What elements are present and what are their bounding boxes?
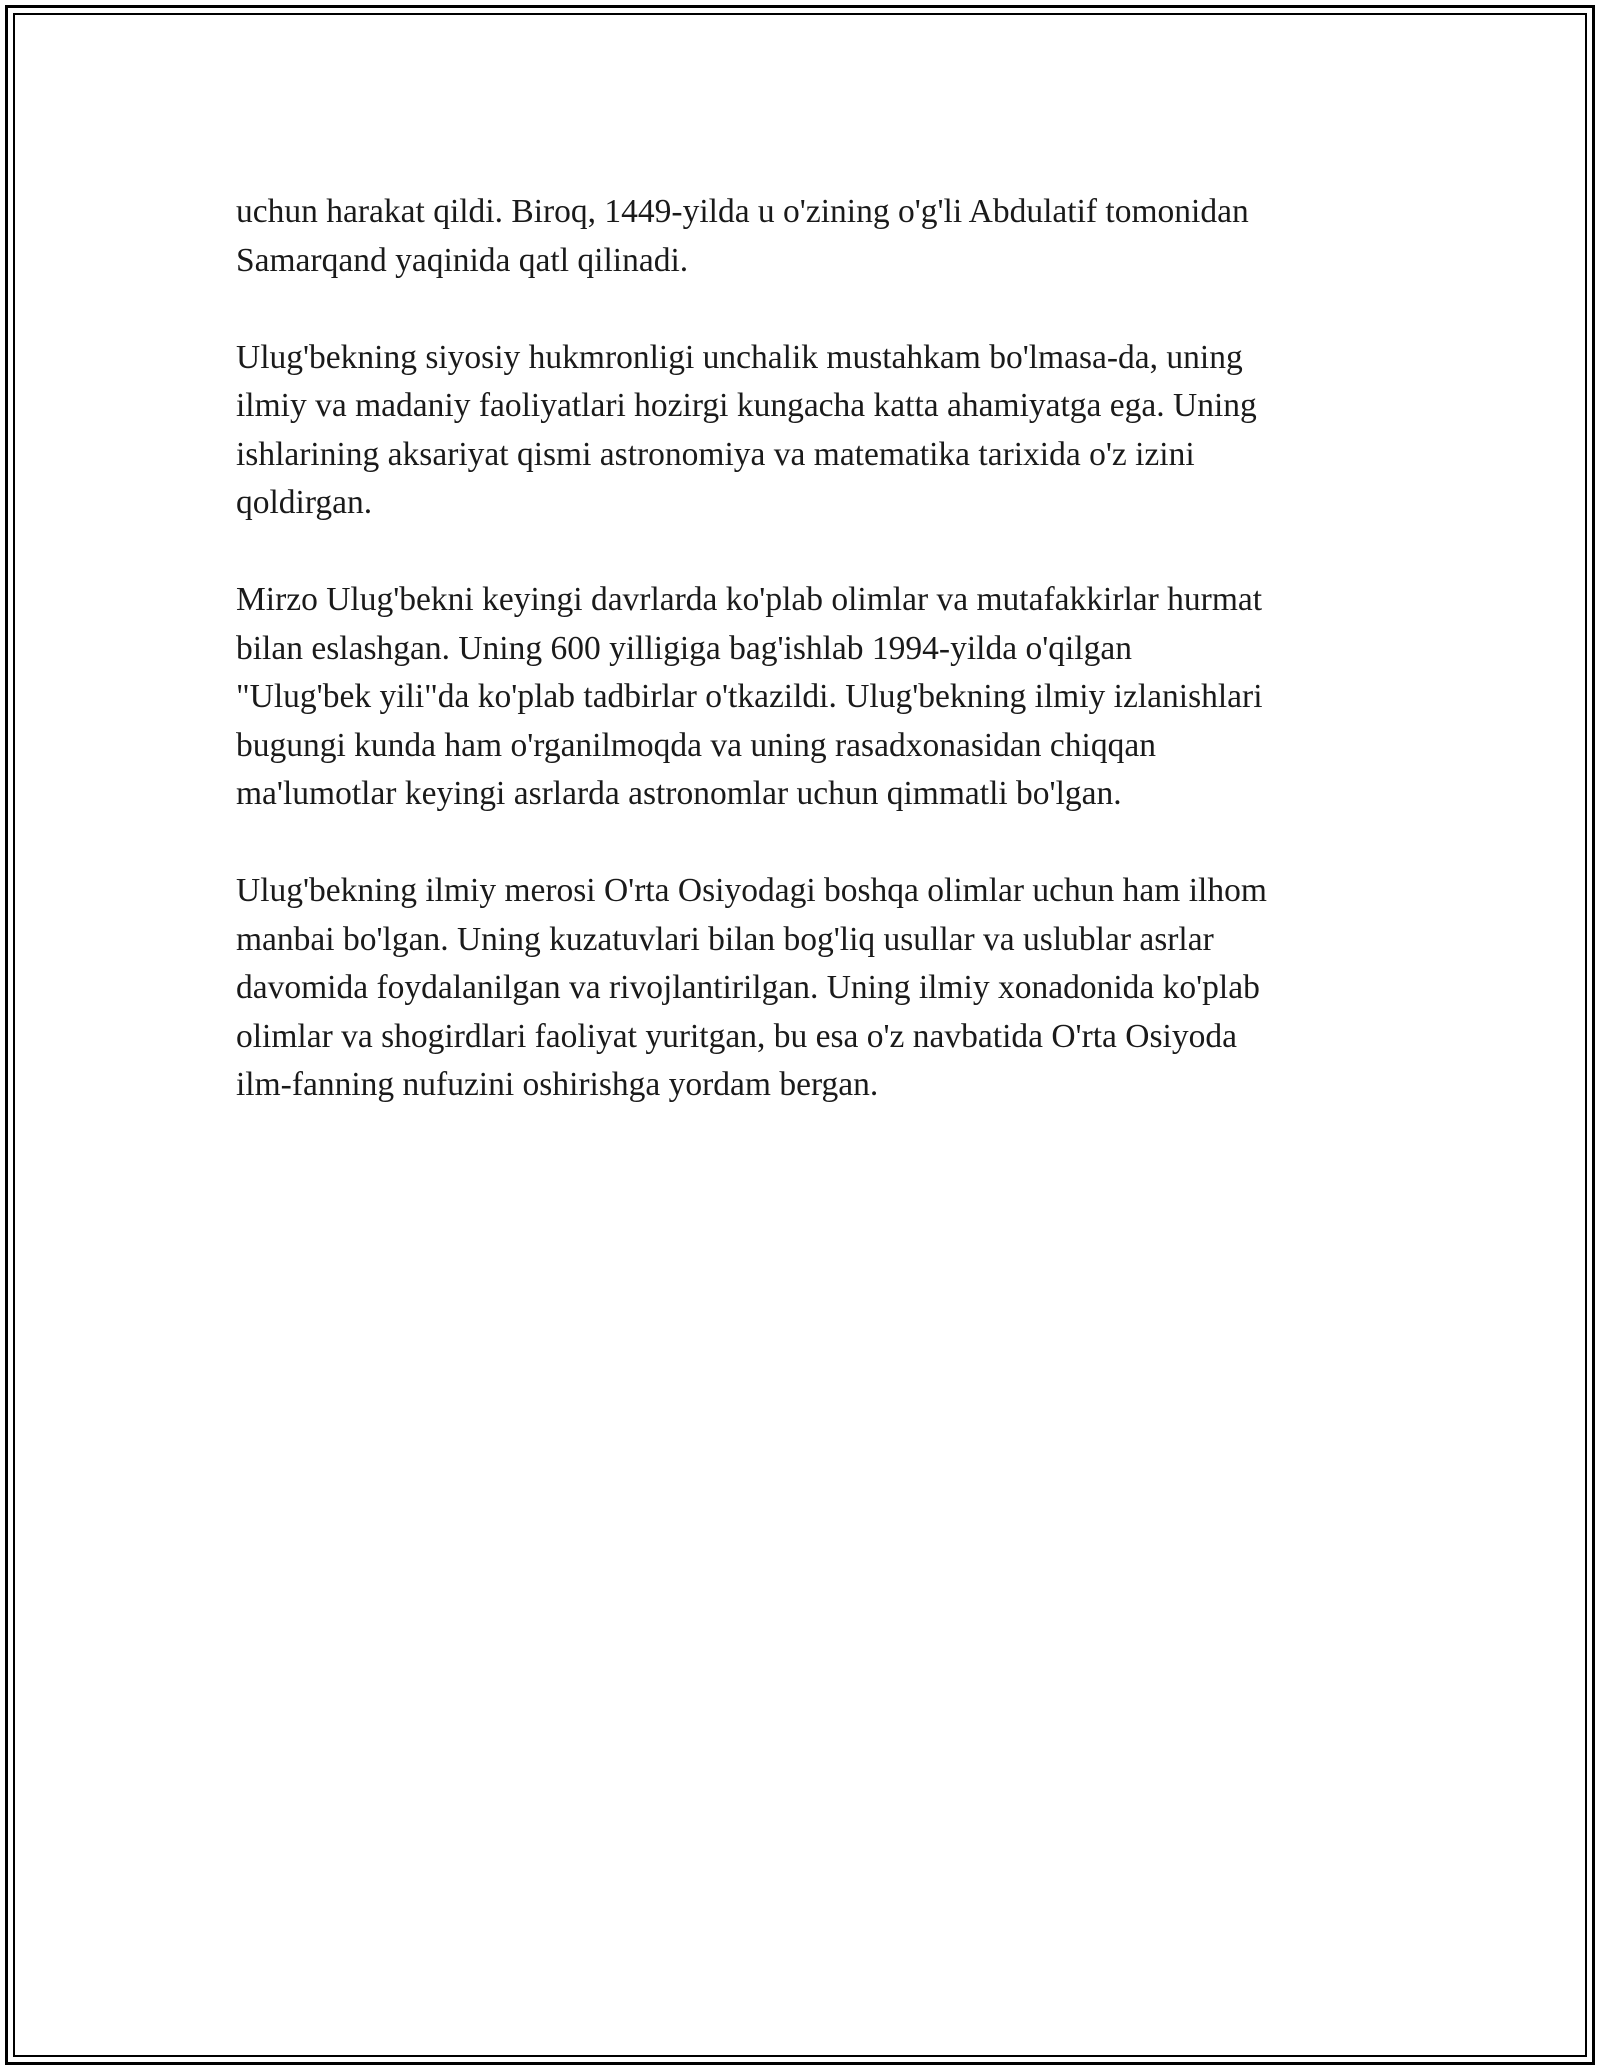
- text-line: bugungi kunda ham o'rganilmoqda va uning rasadxonasidan chiqqan: [236, 726, 1156, 764]
- paragraph-2: [236, 334, 1376, 528]
- paragraph-4: [236, 867, 1376, 1110]
- text-line: "Ulug'bek yili"da ko'plab tadbirlar o'tkazildi. Ulug'bekning ilmiy izlanishlari: [236, 678, 1263, 715]
- text-line: qoldirgan.: [236, 484, 373, 521]
- text-line: Mirzo Ulug'bekni keyingi davrlarda ko'plab olimlar va mutafakkirlar hurmat: [236, 581, 1263, 618]
- text-line: davomida foydalanilgan va rivojlantirilgan. Uning ilmiy xonadonida ko'plab: [236, 969, 1260, 1006]
- text-line: manbai bo'lgan. Uning kuzatuvlari bilan bog'liq usullar va uslublar asrlar: [236, 920, 1214, 958]
- text-line: ilmiy va madaniy faoliyatlari hozirgi kungacha katta ahamiyatga ega. Uning: [236, 387, 1257, 424]
- text-line: Ulug'bekning siyosiy hukmronligi unchalik mustahkam bo'lmasa-da, uning: [236, 338, 1243, 376]
- text-line: bilan eslashgan. Uning 600 yilligiga bag'ishlab 1994-yilda o'qilgan: [236, 629, 1132, 667]
- text-line: ishlarining aksariyat qismi astronomiya va matematika tarixida o'z izini: [236, 435, 1195, 473]
- document-body: [236, 188, 1376, 1158]
- text-line: uchun harakat qildi. Biroq, 1449-yilda u o'zining o'g'li Abdulatif tomonidan: [236, 193, 1249, 230]
- text-line: ma'lumotlar keyingi asrlarda astronomlar uchun qimmatli bo'lgan.: [236, 775, 1122, 812]
- paragraph-3: [236, 576, 1376, 819]
- text-line: olimlar va shogirdlari faoliyat yuritgan, bu esa o'z navbatida O'rta Osiyoda: [236, 1017, 1237, 1055]
- text-line: Ulug'bekning ilmiy merosi O'rta Osiyodagi boshqa olimlar uchun ham ilhom: [236, 872, 1267, 909]
- paragraph-1: [236, 188, 1376, 285]
- text-line: Samarqand yaqinida qatl qilinadi.: [236, 241, 689, 279]
- text-line: ilm-fanning nufuzini oshirishga yordam bergan.: [236, 1066, 879, 1103]
